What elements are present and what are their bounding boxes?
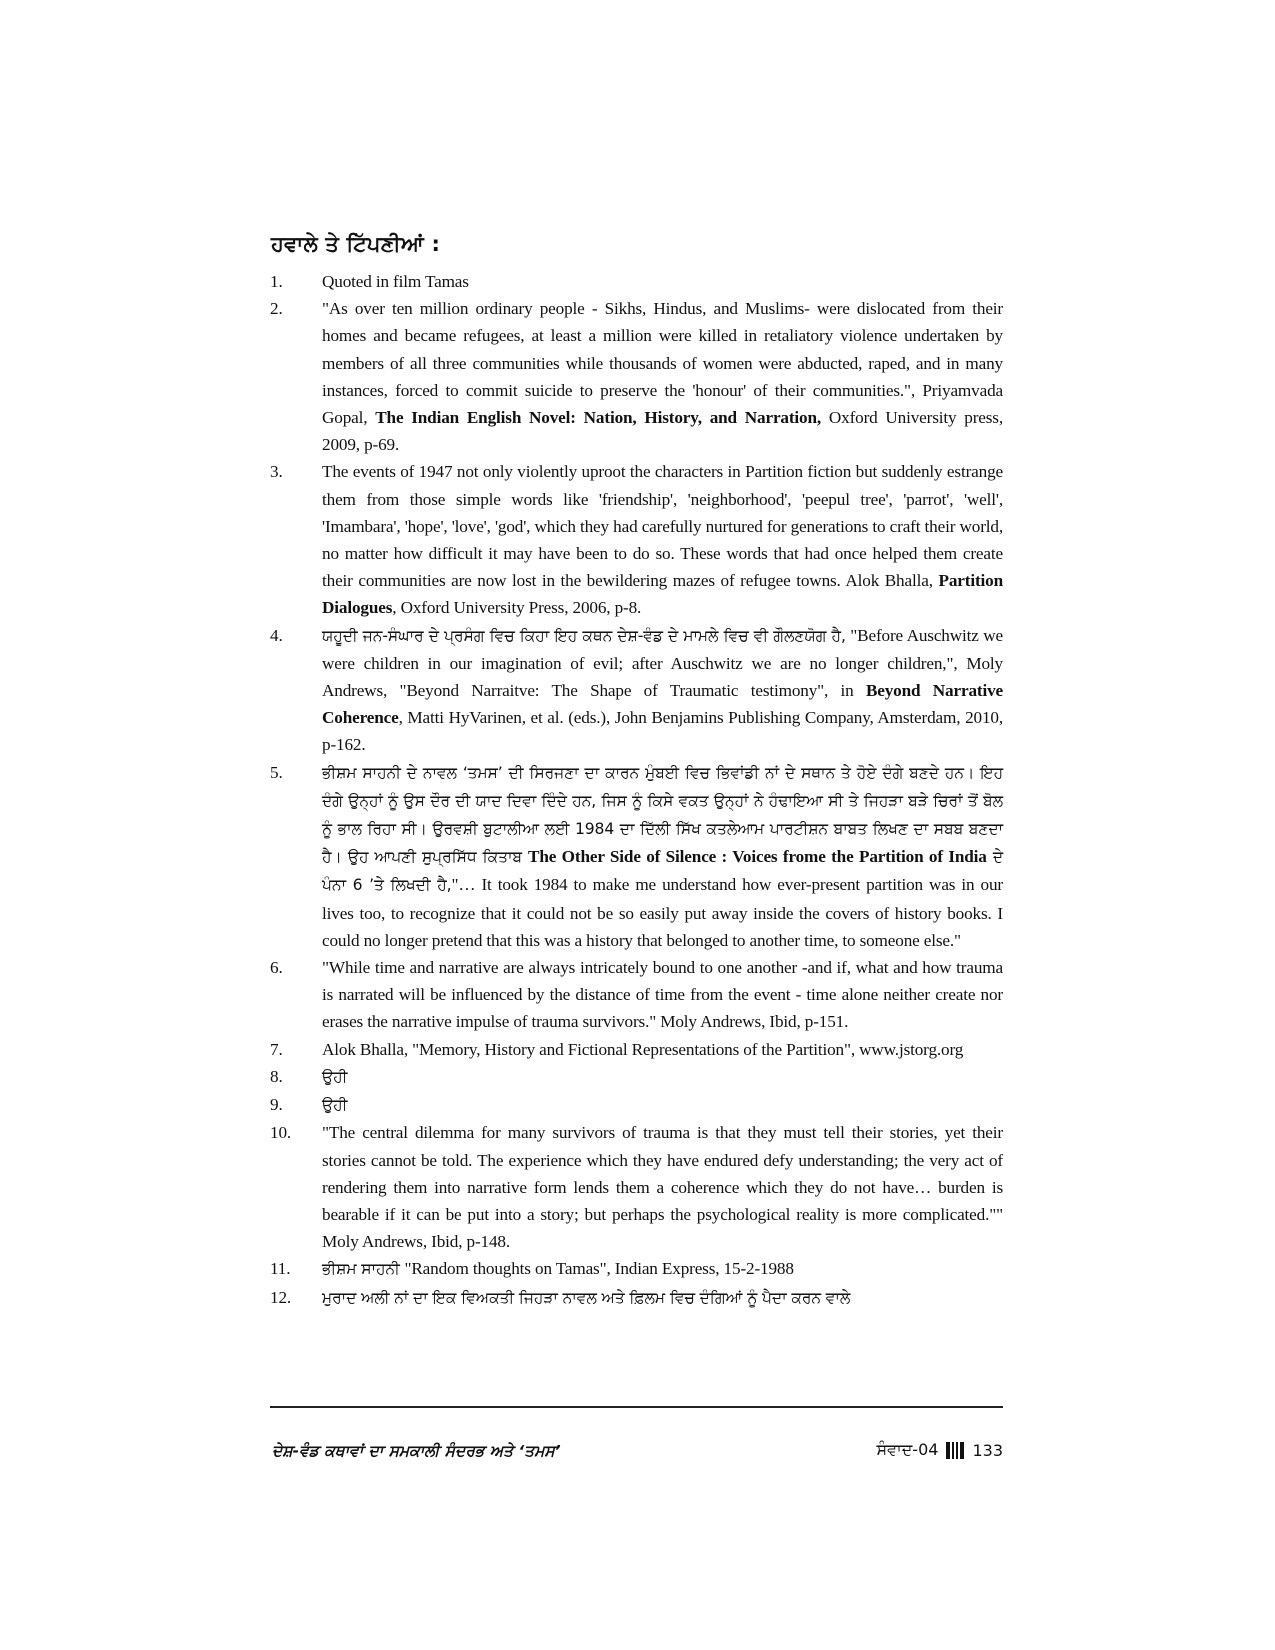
footer-divider [270,1406,1003,1408]
note-item [270,622,1003,759]
note-item [270,295,1003,458]
note-punjabi-text: ਉਹੀ [322,1096,348,1115]
note-punjabi-text: ਭੀਸ਼ਮ ਸਾਹਨੀ ਦੇ ਨਾਵਲ ‘ਤਮਸ’ ਦੀ ਸਿਰਜਣਾ ਦਾ ਕਾਰਨ ਮੁੰਬਈ ਵਿਚ ਭਿਵਾਂਡੀ ਨਾਂ ਦੇ ਸਥਾਨ ਤੇ ਹੋਏ ਦੰਗੇ ਬਣਦੇ ਹਨ। ਇਹ ਦੰਗੇ ਉਨ੍ਹਾਂ ਨੂੰ ਉਸ ਦੌਰ ਦੀ ਯਾਦ ਦਿਵਾ ਦਿੰਦੇ ਹਨ, ਜਿਸ ਨੂੰ ਕਿਸੇ ਵਕਤ ਉਨ੍ਹਾਂ ਨੇ ਹੰਢਾਇਆ ਸੀ ਤੇ ਜਿਹੜਾ ਬੜੇ ਚਿਰਾਂ ਤੋਂ ਬੋਲ ਨੂੰ ਭਾਲ ਰਿਹਾ ਸੀ। ਉਰਵਸ਼ੀ ਬੁਟਾਲੀਆ ਲਈ 1984 ਦਾ ਦਿੱਲੀ ਸਿੱਖ ਕਤਲੇਆਮ ਪਾਰਟੀਸ਼ਨ ਬਾਬਤ ਲਿਖਣ ਦਾ ਸਬਬ ਬਣਦਾ ਹੈ। ਉਹ ਆਪਣੀ ਸੁਪ੍ਰਸਿੱਧ ਕਿਤਾਬ [322,763,1003,867]
note-text: "As over ten million ordinary people - Sikhs, Hindus, and Muslims- were dislocated from their homes and became refugees, at least a million were killed in retaliatory violence undertaken by members of all three communities while thousands of women were abducted, raped, and in many instances, forced to commit suicide to preserve the 'honour' of their communities.", Priyamvada Gopal, [322,299,1003,428]
note-number: 1. [270,272,283,291]
note-punjabi-text: ਮੁਰਾਦ ਅਲੀ ਨਾਂ ਦਾ ਇਕ ਵਿਅਕਤੀ ਜਿਹੜਾ ਨਾਵਲ ਅਤੇ ਫ਼ਿਲਮ ਵਿਚ ਦੰਗਿਆਂ ਨੂੰ ਪੈਦਾ ਕਰਨ ਵਾਲੇ [322,1288,851,1307]
note-item [270,954,1003,1036]
note-number: 8. [270,1066,283,1086]
note-number: 6. [270,958,283,978]
book-title: Beyond Narrative Coherence [322,681,1004,728]
note-text: Quoted in film Tamas [322,272,469,291]
book-title: The Other Side of Silence : Voices frome the Partition of India [528,847,987,867]
note-text: "The central dilemma for many survivors of trauma is that they must tell their stories, yet their stories cannot be told. The experience which they have endured defy understanding; the very act of rendering them into narrative form lends them a coherence which they do not have… burden is bearable if it can be put into a story; but perhaps the psychological reality is more complicated."" Moly Andrews, Ibid, p-148. [322,1123,1003,1252]
note-item [270,458,1003,621]
note-number: 5. [270,762,283,782]
page-number: 133 [972,1440,1003,1460]
notes-list [270,268,1003,1312]
note-item [270,268,1003,295]
note-text: "Before Auschwitz we were children in our imagination of evil; after Auschwitz we are no longer children,", Moly Andrews, "Beyond Narraitve: The Shape of Traumatic testimony", in [322,625,1003,701]
note-number: 12. [270,1287,292,1307]
note-number: 10. [270,1123,292,1143]
note-citation: , Matti HyVarinen, et al. (eds.), John Benjamins Publishing Company, Amsterdam, 2010, p-162. [322,708,1003,755]
note-item [270,1255,1003,1283]
note-citation: Oxford University press, 2009, p-69. [322,408,1003,455]
note-text: "While time and narrative are always intricately bound to one another -and if, what and how trauma is narrated will be influenced by the distance of time from the event - time alone neither create nor erases the narrative impulse of trauma survivors." Moly Andrews, Ibid, p-151. [322,958,1003,1032]
note-item [270,1036,1003,1063]
note-number: 7. [270,1039,283,1059]
note-number: 4. [270,625,283,645]
note-punjabi-text: ਭੀਸ਼ਮ ਸਾਹਨੀ [322,1260,405,1279]
note-number: 2. [270,299,283,319]
note-number: 11. [270,1259,291,1279]
note-text: Alok Bhalla, "Memory, History and Fictional Representations of the Partition", www.jstorg.org [322,1039,964,1059]
note-citation: , Oxford University Press, 2006, p-8. [392,598,642,618]
note-punjabi-text: ਉਹੀ [322,1067,348,1086]
note-punjabi-text: ਦੇ ਪੰਨਾ 6 ’ਤੇ ਲਿਖਦੀ ਹੈ, [322,848,1003,895]
section-heading: ਹਵਾਲੇ ਤੇ ਟਿੱਪਣੀਆਂ : [271,232,441,256]
barcode-bars-icon [946,1442,964,1459]
book-title: The Indian English Novel: Nation, History, and Narration, [375,408,822,428]
note-item [270,1119,1003,1255]
note-number: 3. [270,462,283,482]
note-citation: "Random thoughts on Tamas", Indian Express, 15-2-1988 [404,1259,794,1279]
journal-name: ਸੰਵਾਦ-04 [876,1440,939,1459]
note-item [270,1063,1003,1091]
book-title: Partition Dialogues [322,571,1003,618]
note-number: 9. [270,1095,283,1115]
note-punjabi-text: ਯਹੂਦੀ ਜਨ-ਸੰਘਾਰ ਦੇ ਪ੍ਰਸੰਗ ਵਿਚ ਕਿਹਾ ਇਹ ਕਥਨ ਦੇਸ਼-ਵੰਡ ਦੇ ਮਾਮਲੇ ਵਿਚ ਵੀ ਗੌਲਣਯੋਗ ਹੈ, [322,626,846,645]
page-footer [876,1440,1003,1460]
note-item [270,759,1003,954]
note-quote: "… It took 1984 to make me understand how ever-present partition was in our lives too, to recognize that it could not be so easily put away inside the covers of history books. I could no longer pretend that this was a history that belonged to another time, to someone else." [322,875,1003,950]
note-text: The events of 1947 not only violently uproot the characters in Partition fiction but suddenly estrange them from those simple words like 'friendship', 'neighborhood', 'peepul tree', 'parrot', 'well', 'Imambara', 'hope', 'love', 'god', which they had carefully nurtured for generations to craft their world, no matter how difficult it may have been to do so. These words that had once helped them create their communities are now lost in the bewildering mazes of refugee towns. Alok Bhalla, [322,462,1003,591]
note-item [270,1091,1003,1119]
running-title: ਦੇਸ਼-ਵੰਡ ਕਥਾਵਾਂ ਦਾ ਸਮਕਾਲੀ ਸੰਦਰਭ ਅਤੇ ‘ਤਮਸ’ [272,1442,561,1460]
note-item [270,1284,1003,1312]
